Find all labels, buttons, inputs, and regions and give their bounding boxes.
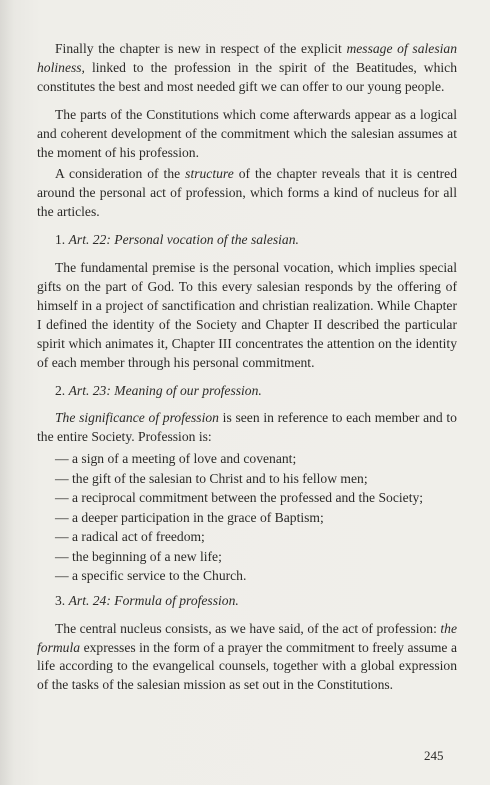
section-heading-1 [37, 231, 457, 250]
section-3-article: Art. 24: [68, 592, 111, 608]
section-1-body: The fundamental premise is the personal vocation, which implies special gifts on the part of God. To this every salesian responds by the offering of himself in a project of sanctification and christian realization. While Chapter I defined the identity of the Society and Chapter II described the particular spirit which animates it, Chapter III concentrates the attention on the identity of each member through his personal commitment. [37, 260, 457, 370]
section-1-number: 1. [55, 232, 69, 248]
list-item: — a radical act of freedom; [55, 528, 457, 546]
paragraph-structure [37, 165, 457, 222]
list-item: — a sign of a meeting of love and covenant; [55, 450, 457, 468]
section-2-number: 2. [55, 382, 69, 398]
section-1-article: Art. 22: [68, 232, 111, 248]
section-2-emphasis: The significance of profession [55, 410, 219, 426]
section-heading-3 [37, 592, 457, 611]
section-2-article: Art. 23: [68, 382, 111, 398]
list-item: — the beginning of a new life; [55, 548, 457, 566]
list-item: — a reciprocal commitment between the professed and the Society; [55, 489, 457, 507]
paragraph-parts: The parts of the Constitutions which come afterwards appear as a logical and coherent development of the commitment which the salesian assumes at the moment of his profession. [37, 106, 457, 160]
section-3-emphasis: the formula [37, 620, 457, 655]
section-3-body [37, 620, 457, 696]
section-3-title: Formula of profession. [110, 592, 239, 608]
list-item: — a specific service to the Church. [55, 567, 457, 585]
section-2-body [37, 409, 457, 447]
page-number: 245 [424, 748, 444, 763]
list-item: — the gift of the salesian to Christ and to his fellow men; [55, 470, 457, 488]
structure-text-2: of the chapter reveals that it is centred around the personal act of profession, which forms a kind of nucleus for all the articles. [37, 166, 457, 220]
profession-list [37, 450, 457, 585]
section-2-title: Meaning of our profession. [110, 382, 262, 398]
page-content [37, 40, 457, 704]
section-heading-2 [37, 382, 457, 401]
intro-text-2: linked to the profession in the spirit of the Beatitudes, which constitutes the best and most needed gift we can offer to our young people. [37, 59, 457, 94]
section-1-title: Personal vocation of the salesian. [110, 232, 299, 248]
section-3-number: 3. [55, 592, 69, 608]
intro-text-1: Finally the chapter is new in respect of the explicit [55, 41, 347, 56]
intro-paragraph [37, 40, 457, 97]
section-3-text-1: The central nucleus consists, as we have said, of the act of profession: [55, 620, 441, 636]
structure-emphasis: structure [185, 166, 234, 182]
section-2-text: is seen in reference to each member and to the entire Society. Profession is: [37, 410, 457, 445]
section-3-text-2: expresses in the form of a prayer the commitment to freely assume a life according to the evangelical counsels, together with a global expression of the tasks of the salesian mission as set out in the Constitutions. [37, 639, 457, 693]
structure-text-1: A consideration of the [55, 166, 186, 182]
intro-emphasis: message of salesian holiness, [37, 41, 457, 75]
list-item: — a deeper participation in the grace of Baptism; [55, 509, 457, 527]
